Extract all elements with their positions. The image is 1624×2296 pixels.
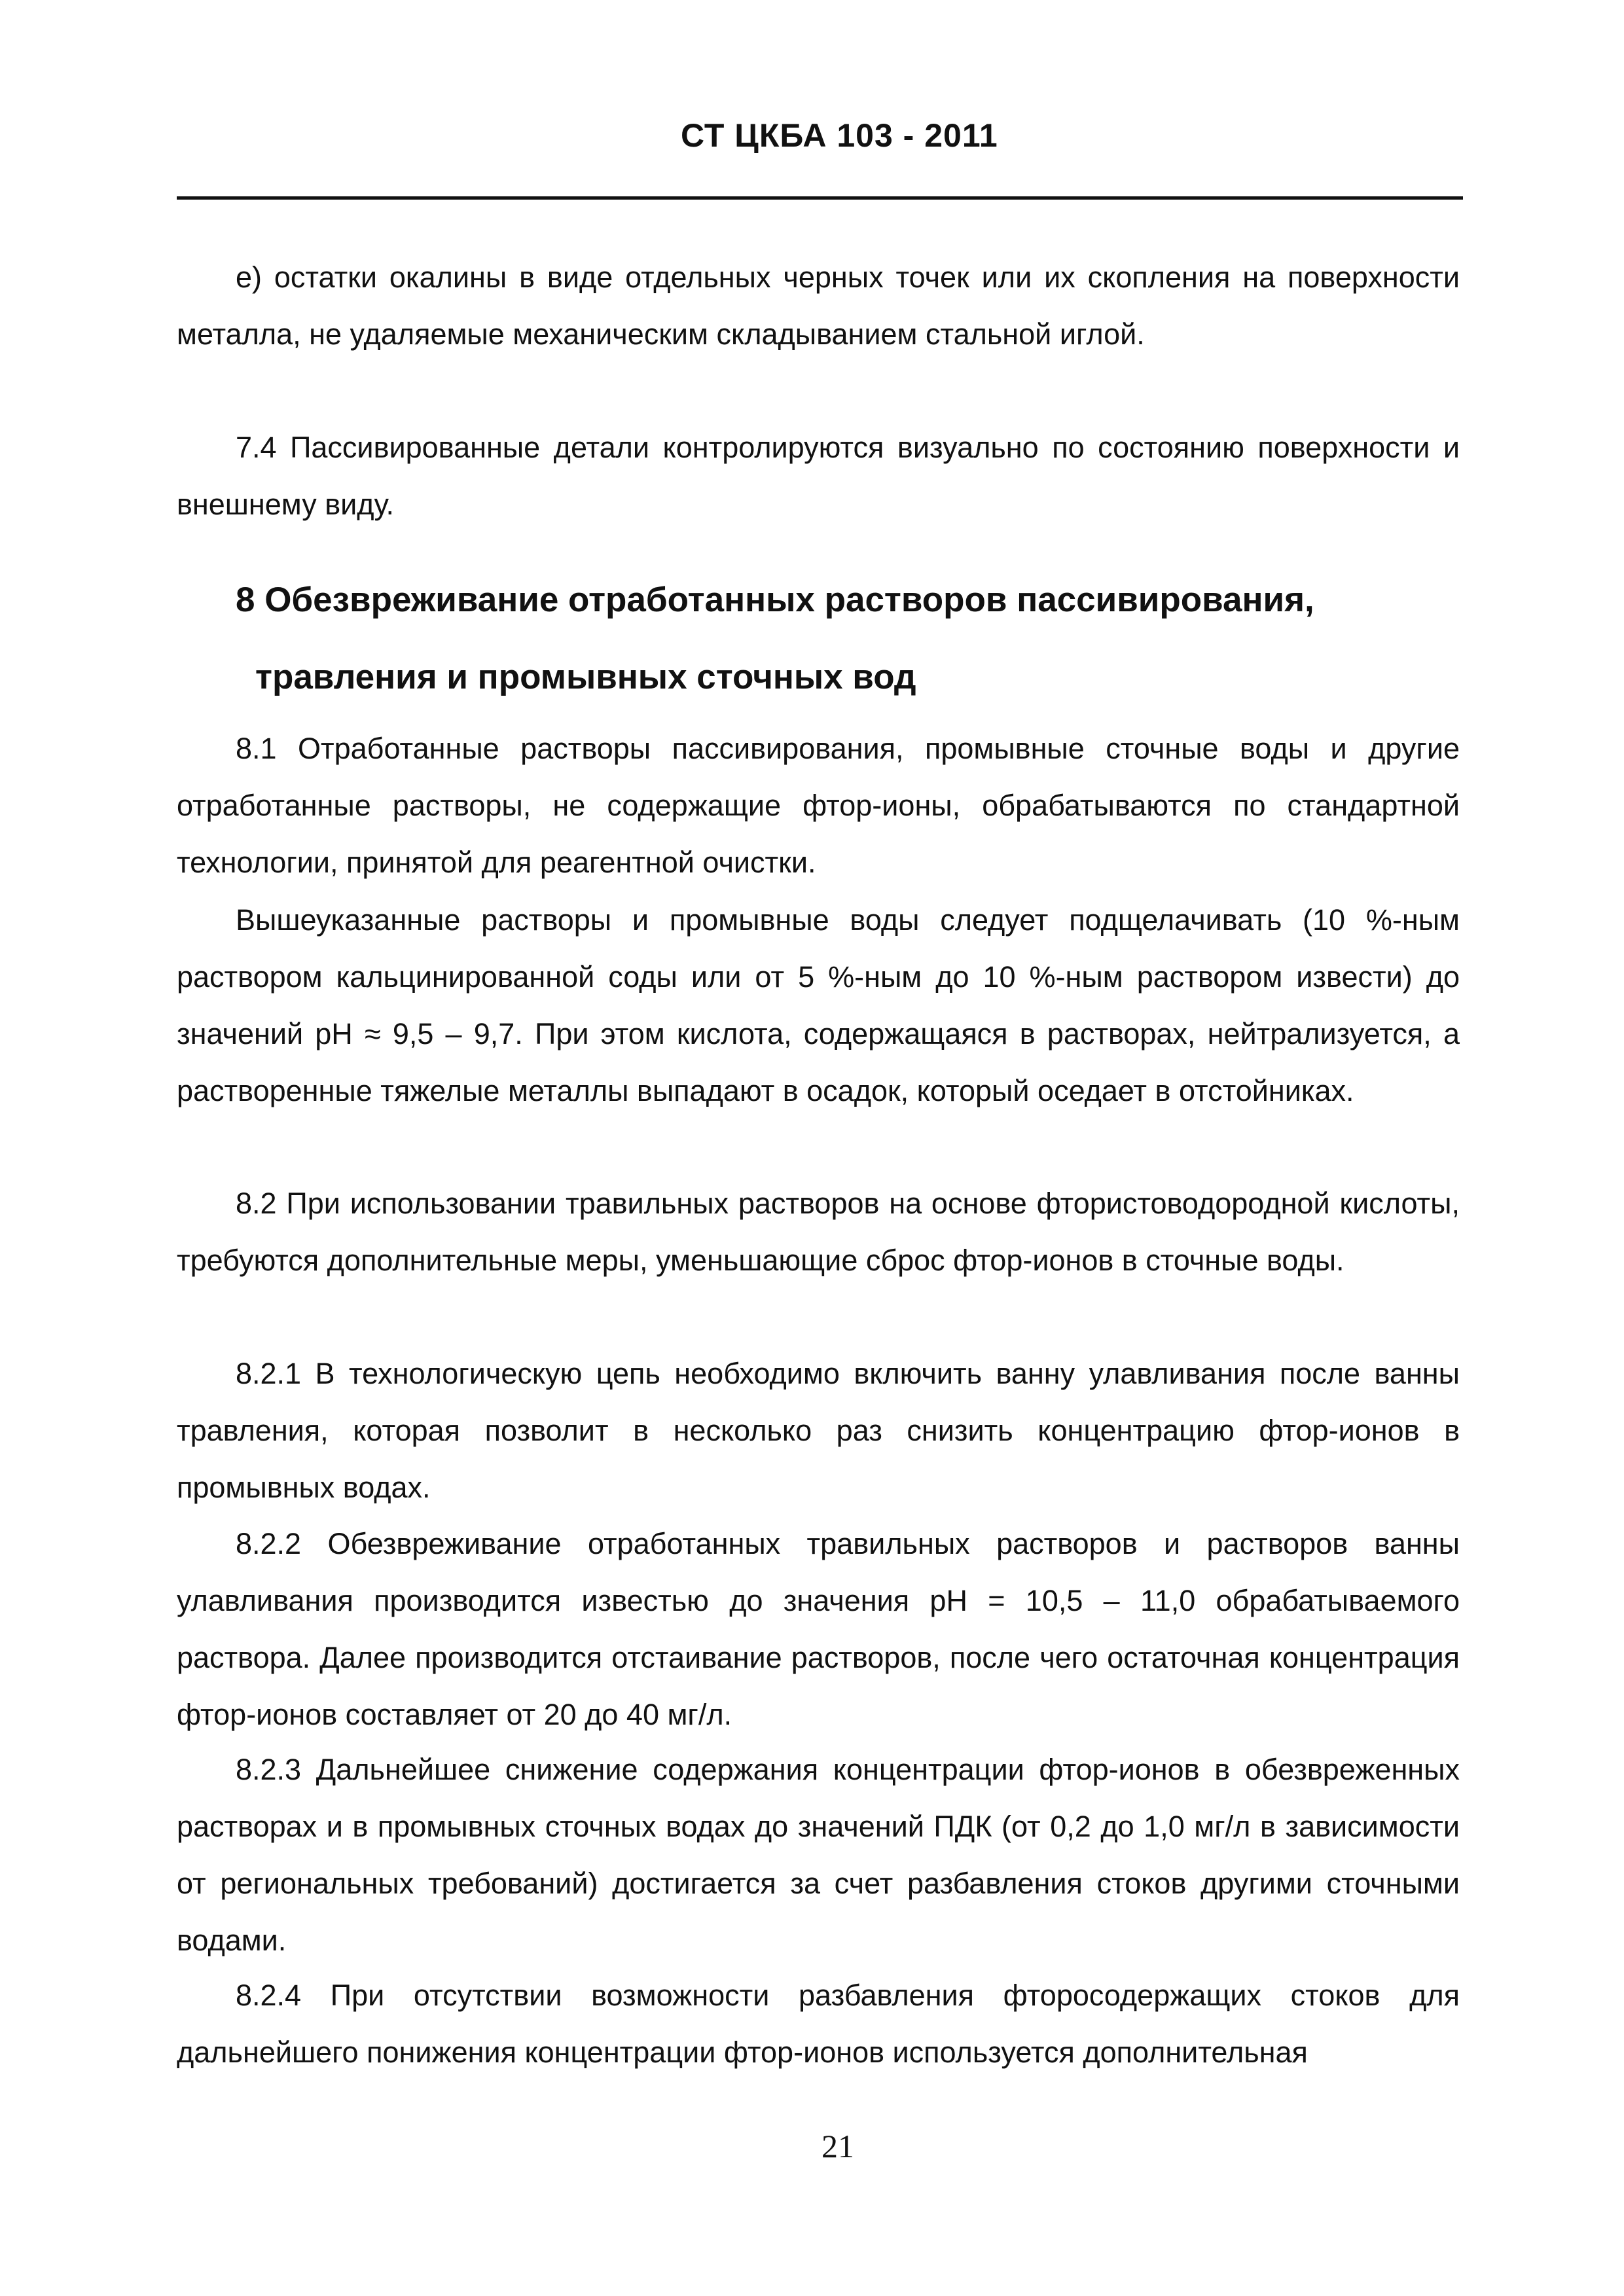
page-number: 21 bbox=[821, 2128, 854, 2164]
paragraph-8-2-2: 8.2.2 Обезвреживание отработанных травильных растворов и растворов ванны улавливания производится известью до значения pH = 10,5 – 11,0 обрабатываемого раствора. Далее производится отстаивание растворов, после чего остаточная концентрация фтор-ионов составляет от 20 до 40 мг/л. bbox=[177, 1527, 1460, 1731]
paragraph-8-1: 8.1 Отработанные растворы пассивирования, промывные сточные воды и другие отработанные растворы, не содержащие фтор-ионы, обрабатываются по стандартной технологии, принятой для реагентной очистки. bbox=[177, 732, 1460, 879]
paragraph-7-4: 7.4 Пассивированные детали контролируются визуально по состоянию поверхности и внешнему виду. bbox=[177, 431, 1460, 521]
document-code-header: СТ ЦКБА 103 - 2011 bbox=[681, 117, 998, 154]
section-8-heading-line1: 8 Обезвреживание отработанных растворов пассивирования, bbox=[236, 581, 1314, 619]
paragraph-8-1-continued: Вышеуказанные растворы и промывные воды следует подщелачивать (10 %-ным раствором кальцинированной соды или от 5 %-ным до 10 %-ным раствором извести) до значений pH ≈ 9,5 – 9,7. При этом кислота, содержащаяся в растворах, нейтрализуется, а растворенные тяжелые металлы выпадают в осадок, который оседает в отстойниках. bbox=[177, 903, 1460, 1107]
paragraph-8-2-3: 8.2.3 Дальнейшее снижение содержания концентрации фтор-ионов в обезвреженных растворах и в промывных сточных водах до значений ПДК (от 0,2 до 1,0 мг/л в зависимости от региональных требований) достигается за счет разбавления стоков другими сточными водами. bbox=[177, 1753, 1460, 1957]
paragraph-item-e: е) остатки окалины в виде отдельных черных точек или их скопления на поверхности металла, не удаляемые механическим складыванием стальной иглой. bbox=[177, 260, 1460, 351]
paragraph-8-2: 8.2 При использовании травильных растворов на основе фтористоводородной кислоты, требуются дополнительные меры, уменьшающие сброс фтор-ионов в сточные воды. bbox=[177, 1187, 1460, 1277]
paragraph-8-2-1: 8.2.1 В технологическую цепь необходимо включить ванну улавливания после ванны травления, которая позволит в несколько раз снизить концентрацию фтор-ионов в промывных водах. bbox=[177, 1357, 1460, 1504]
paragraph-8-2-4: 8.2.4 При отсутствии возможности разбавления фторосодержащих стоков для дальнейшего понижения концентрации фтор-ионов используется дополнительная bbox=[177, 1979, 1460, 2069]
section-8-heading bbox=[236, 562, 1479, 716]
section-8-heading-line2: травления и промывных сточных вод bbox=[255, 658, 916, 696]
header-divider bbox=[177, 196, 1463, 200]
